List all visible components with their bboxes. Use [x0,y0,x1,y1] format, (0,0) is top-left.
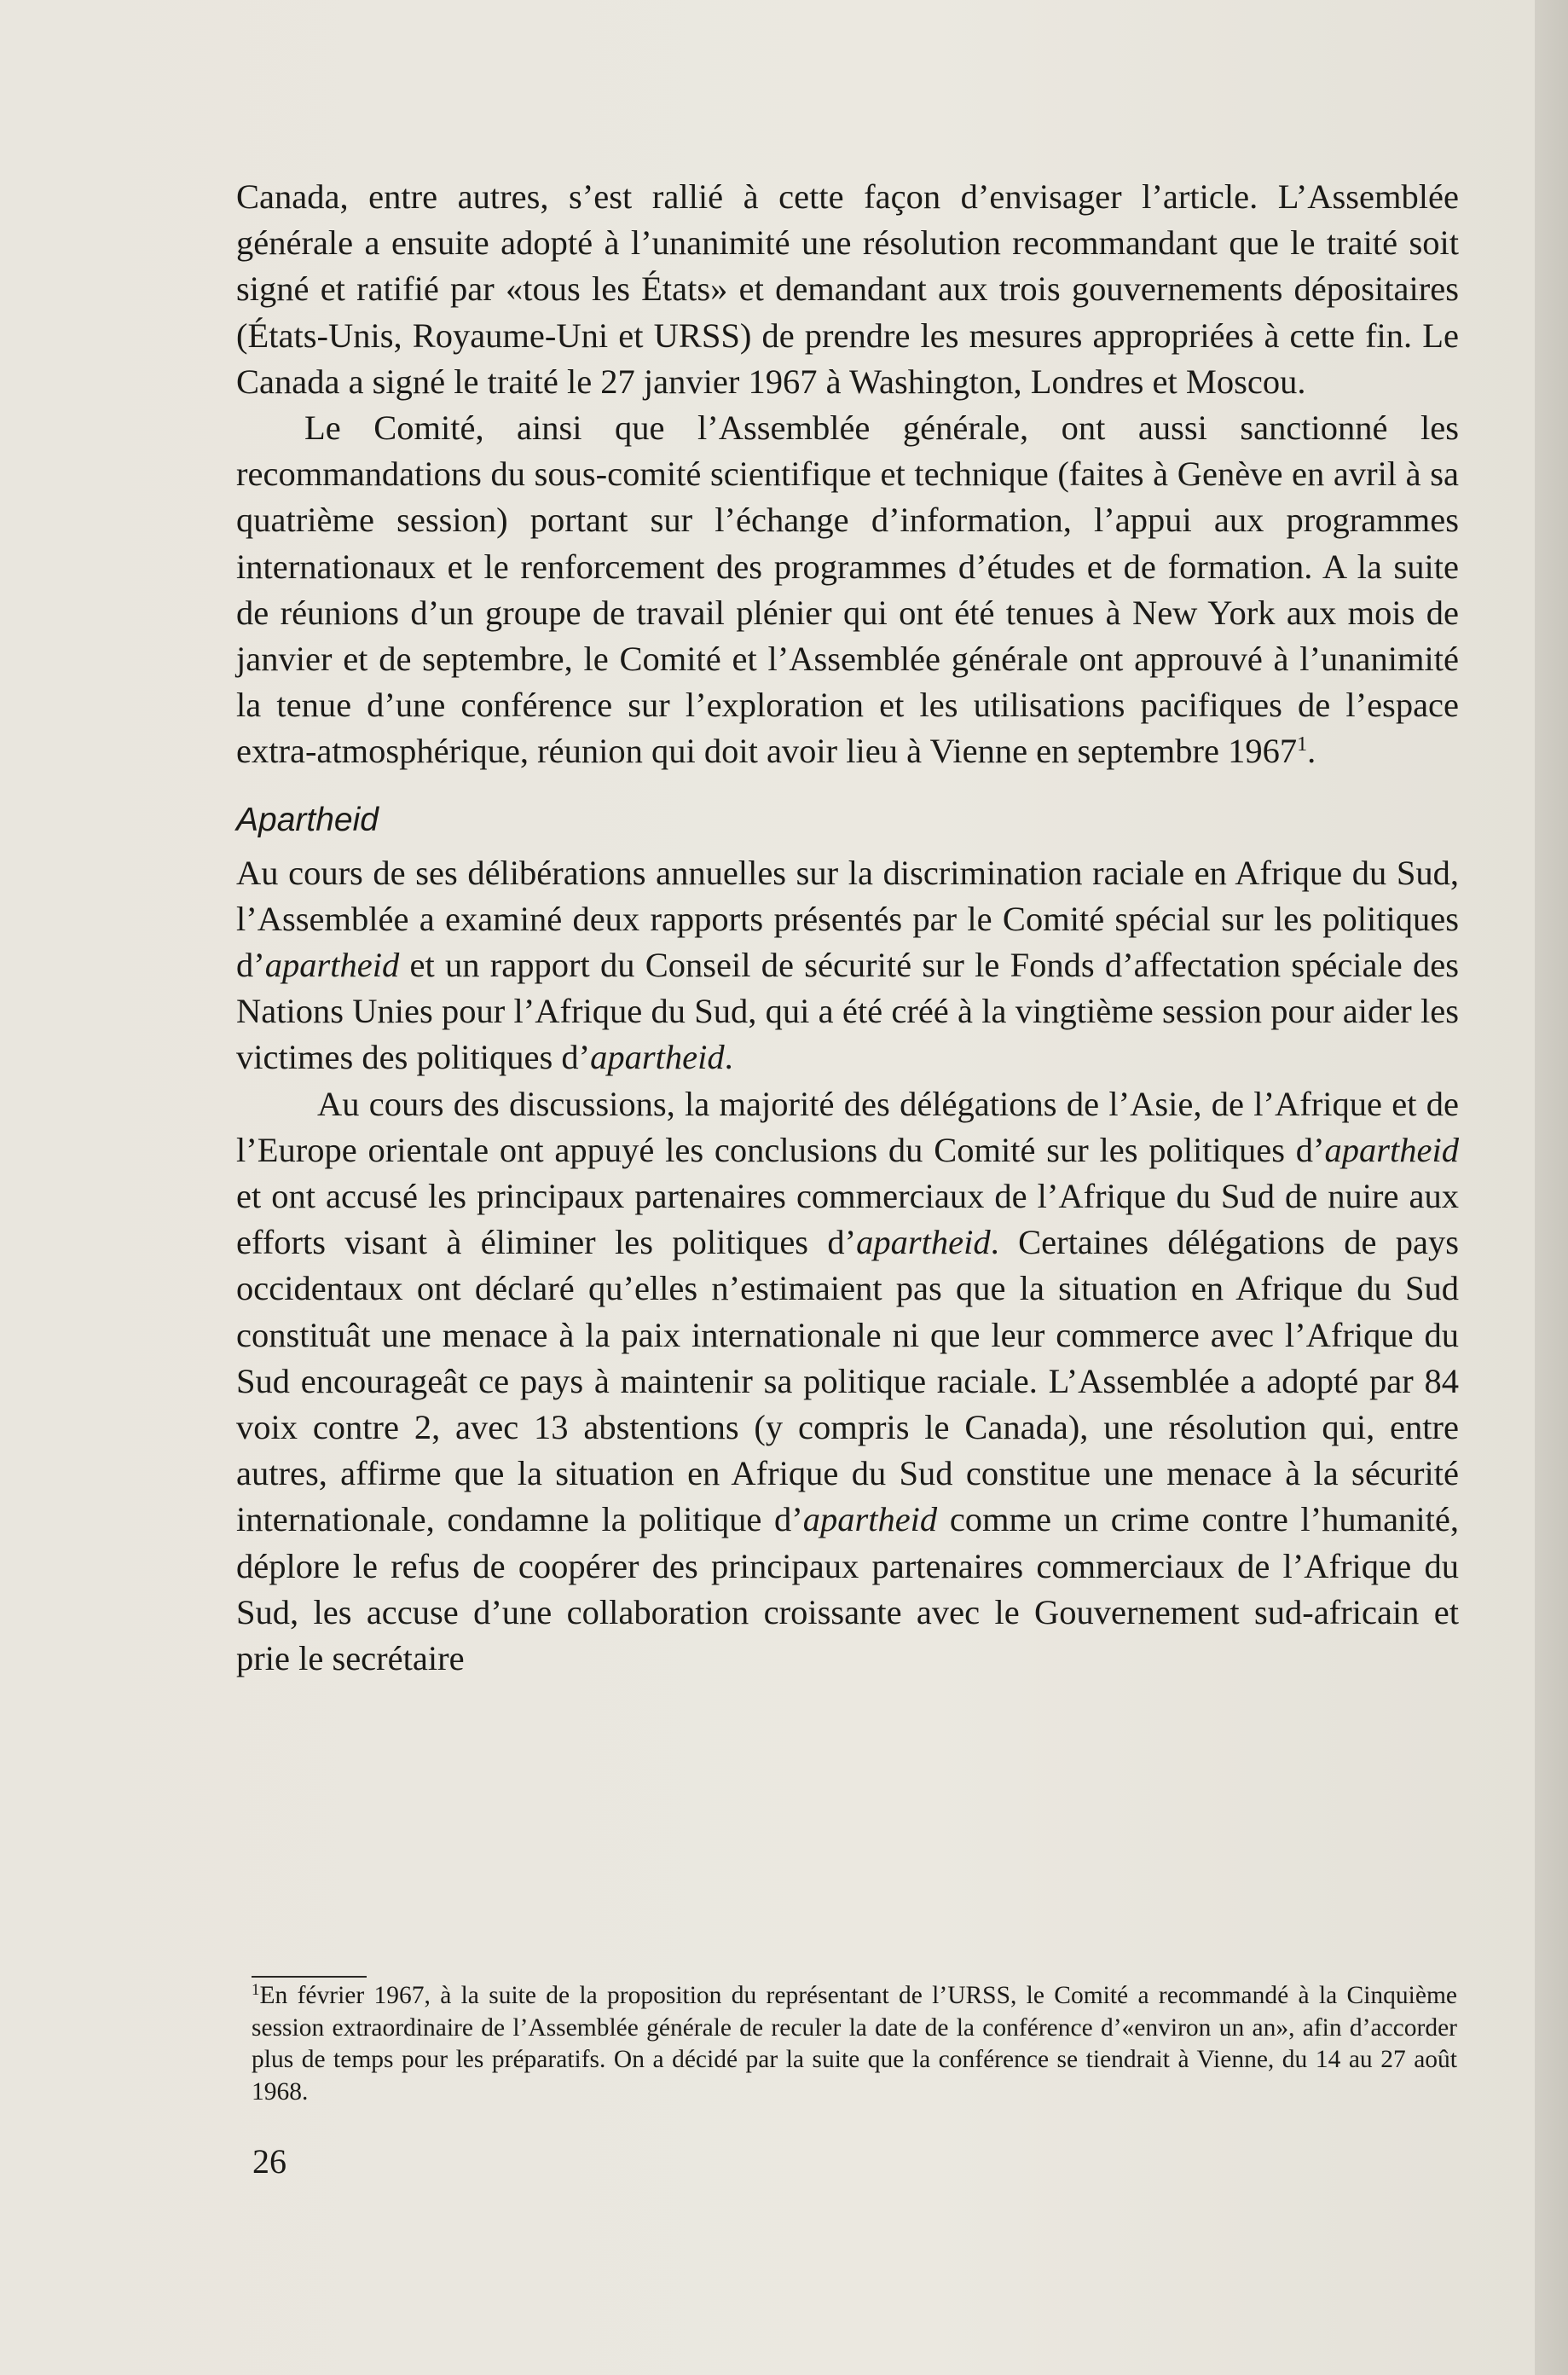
facing-page-edge [1535,0,1568,2375]
paragraph-4-italic-1: apartheid [1324,1130,1459,1169]
paragraph-2-end: . [1307,732,1316,771]
footnote-text: En février 1967, à la suite de la proposition du représentant de l’URSS, le Comité a recommandé à la Cinquième session extraordinaire de l’Assemblée générale de reculer la date de la conférence d’«environ un an», afin d’accorder plus de temps pour les préparatifs. On a décidé par la suite que la conférence se tiendrait à Vienne, du 14 au 27 août 1968. [252,1982,1457,2106]
paragraph-4-italic-3: apartheid [802,1500,938,1539]
paragraph-3-italic-1: apartheid [264,946,400,985]
section-heading: Apartheid [236,801,379,838]
footnote-mark: 1 [252,1981,260,1999]
footnote-rule [252,1976,367,1978]
paragraph-1: Canada, entre autres, s’est rallié à cette façon d’envisager l’article. L’Assemblée générale a ensuite adopté à l’unanimité une résolution recommandant que le traité soit signé et ratifié par «tous les États» et demandant aux trois gouvernements dépositaires (États-Unis, Royaume-Uni et URSS) de prendre les mesures appropriées à cette fin. Le Canada a signé le traité le 27 janvier 1967 à Washington, Londres et Moscou. [236,177,1459,401]
footnote [252,1980,1457,2108]
paragraph-4-part-c: et ont accusé les principaux partenaires commerciaux de l’Afrique du Sud de nuire aux efforts visant à éliminer les politiques d’ [236,1177,1459,1262]
paragraph-3-part-e: . [724,1038,733,1077]
paragraph-4-part-a: Au cours des discussions, la majorité des délégations de l’Asie, de l’Afrique et de l’Europe orientale ont appuyé les conclusions du Comité sur les politiques d’ [236,1084,1459,1169]
paragraph-4-part-g: comme un crime contre l’humanité, déplore le refus de coopérer des principaux partenaires commerciaux de l’Afrique du Sud, les accuse d’une collaboration croissante avec le Gouvernement sud-africain et prie le secrétaire [236,1500,1460,1678]
paragraph-2 [236,405,1459,775]
paragraph-4 [236,1081,1459,1683]
paragraph-3-italic-2: apartheid [590,1038,725,1077]
paragraph-4-part-e: . Certaines délégations de pays occidentaux ont déclaré qu’elles n’estimaient pas que la situation en Afrique du Sud constituât une menace à la paix internationale ni que leur commerce avec l’Afrique du Sud encourageât ce pays à maintenir sa politique raciale. L’Assemblée a adopté par 84 voix contre 2, avec 13 abstentions (y compris le Canada), une résolution qui, entre autres, affirme que la situation en Afrique du Sud constitue une menace à la sécurité internationale, condamne la politique d’ [236,1223,1459,1539]
paragraph-3-part-c: et un rapport du Conseil de sécurité sur le Fonds d’affectation spéciale des Nations Unies pour l’Afrique du Sud, qui a été créé à la vingtième session pour aider les victimes des politiques d’ [236,946,1459,1077]
paragraph-3 [236,850,1459,1081]
page-number: 26 [252,2142,286,2181]
body-text [236,174,1459,1682]
paragraph-2-text: Le Comité, ainsi que l’Assemblée générale, ont aussi sanctionné les recommandations du sous-comité scientifique et technique (faites à Genève en avril à sa quatrième session) portant sur l’échange d’information, l’appui aux programmes internationaux et le renforcement des programmes d’études et de formation. A la suite de réunions d’un groupe de travail plénier qui ont été tenues à New York aux mois de janvier et de septembre, le Comité et l’Assemblée générale ont approuvé à l’unanimité la tenue d’une conférence sur l’exploration et les utilisations pacifiques de l’espace extra-atmosphérique, réunion qui doit avoir lieu à Vienne en septembre 1967 [236,408,1459,771]
paragraph-3-part-a: Au cours de ses délibérations annuelles sur la discrimination raciale en Afrique du Sud, l’Assemblée a examiné deux rapports présentés par le Comité spécial sur les politiques d’ [236,853,1459,985]
paragraph-4-italic-2: apartheid [856,1223,991,1262]
footnote-reference: 1 [1297,733,1308,756]
